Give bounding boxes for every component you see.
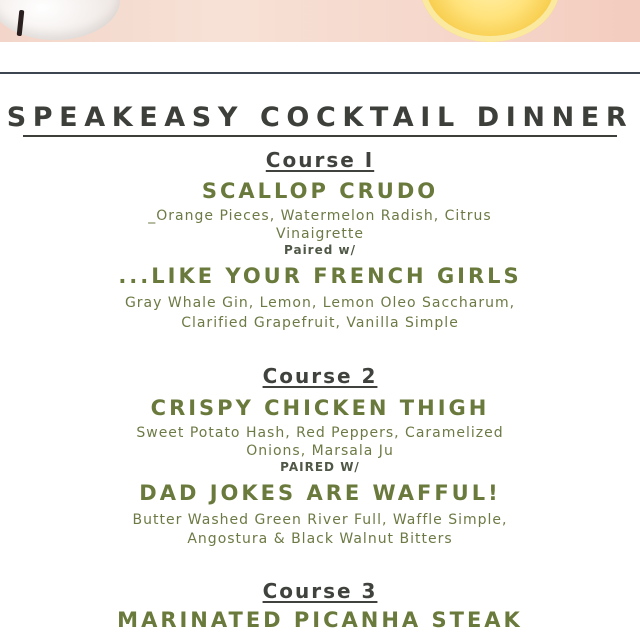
course-1-cocktail: ...LIKE YOUR FRENCH GIRLS [118, 264, 522, 288]
course-3-dish: MARINATED PICANHA STEAK [117, 608, 523, 632]
header-divider [0, 72, 640, 74]
course-1-dish-description: _Orange Pieces, Watermelon Radish, Citrus [148, 208, 492, 224]
header-photo [0, 0, 640, 42]
course-1-cocktail-description-cont: Clarified Grapefruit, Vanilla Simple [181, 315, 459, 331]
lemon-slice-image [420, 0, 560, 42]
course-2-cocktail-description-cont: Angostura & Black Walnut Bitters [187, 531, 453, 547]
course-3-heading: Course 3 [262, 579, 378, 603]
course-2-heading: Course 2 [262, 364, 378, 388]
course-2-dish: CRISPY CHICKEN THIGH [150, 396, 490, 420]
course-1-paired-label: Paired w/ [284, 243, 356, 257]
course-1-dish: SCALLOP CRUDO [201, 179, 439, 203]
course-2-cocktail: DAD JOKES ARE WAFFUL! [139, 481, 501, 505]
course-2-paired-label: PAIRED W/ [280, 460, 360, 474]
course-1-cocktail-description: Gray Whale Gin, Lemon, Lemon Oleo Saccharum, [124, 295, 516, 311]
course-2-cocktail-description: Butter Washed Green River Full, Waffle Simple, [132, 512, 508, 528]
course-1-heading: Course I [265, 148, 375, 172]
course-2-dish-description: Sweet Potato Hash, Red Peppers, Caramelized [136, 425, 504, 441]
menu-title-underline [23, 135, 617, 137]
course-1-dish-description-cont: Vinaigrette [275, 226, 365, 242]
course-2-dish-description-cont: Onions, Marsala Ju [246, 443, 394, 459]
menu-title: SPEAKEASY COCKTAIL DINNER [6, 102, 634, 133]
